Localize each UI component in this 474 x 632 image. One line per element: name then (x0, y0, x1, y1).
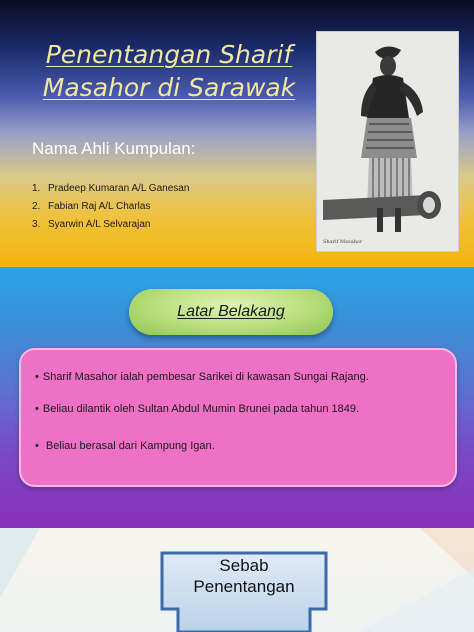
title-line-1: Penentangan Sharif (45, 40, 293, 69)
member-item: 3. Syarwin A/L Selvarajan (32, 219, 151, 230)
slide-title (0, 0, 474, 267)
bullet-icon: • (35, 371, 39, 383)
title-line-2: Masahor di Sarawak (42, 73, 296, 102)
bullet-icon: • (35, 440, 39, 452)
member-item: 2. Fabian Raj A/L Charlas (32, 201, 151, 212)
point-item: • Beliau dilantik oleh Sultan Abdul Mumin Brunei pada tahun 1849. (35, 403, 360, 415)
portrait-figure-illustration (317, 32, 458, 251)
bullet-icon: • (35, 403, 39, 415)
causes-heading: Sebab Penentangan (193, 556, 295, 596)
info-box (19, 348, 457, 487)
point-item: • Beliau berasal dari Kampung Igan. (35, 440, 215, 452)
member-item: 1. Pradeep Kumaran A/L Ganesan (32, 183, 190, 194)
photo-caption: Sharif Masahor (323, 239, 363, 245)
section-heading: Latar Belakang (177, 303, 285, 320)
slide-title-heading (34, 38, 304, 104)
section-heading-pill (129, 289, 333, 335)
slide-background (0, 267, 474, 528)
portrait-photo (316, 31, 459, 252)
members-list (32, 180, 189, 234)
slide-causes (0, 528, 474, 632)
members-heading: Nama Ahli Kumpulan: (32, 139, 196, 158)
point-item: • Sharif Masahor ialah pembesar Sarikei di kawasan Sungai Rajang. (35, 371, 369, 383)
